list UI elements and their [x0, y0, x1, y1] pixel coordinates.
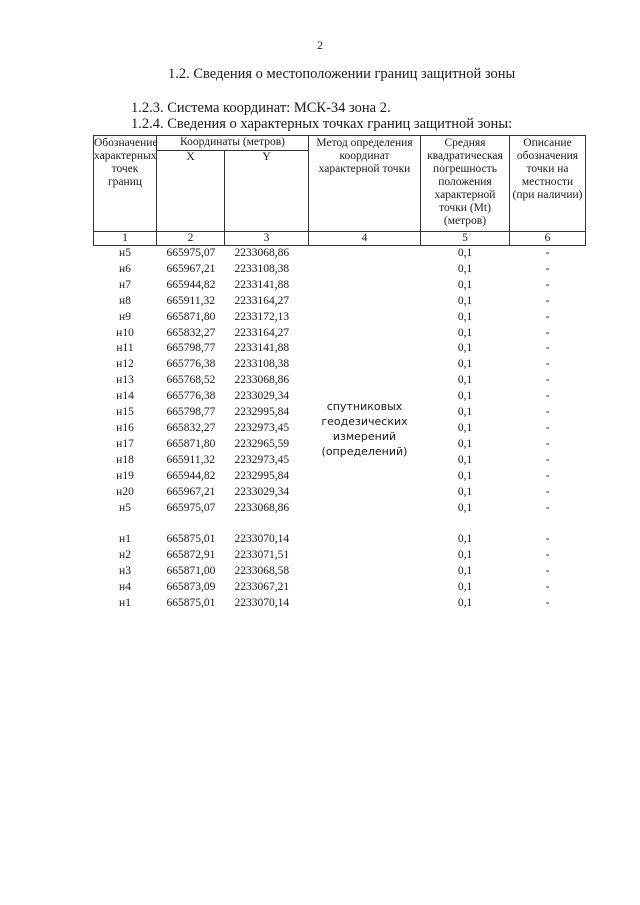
x-coordinate: 665873,09 [166, 581, 216, 594]
point-id: н18 [116, 453, 134, 466]
point-id: н1 [119, 533, 131, 546]
x-coordinate: 665798,77 [166, 342, 216, 355]
point-id: н5 [119, 247, 131, 259]
error-value: 0,1 [457, 533, 473, 546]
error-value: 0,1 [457, 597, 473, 610]
y-coordinate: 2233068,86 [234, 501, 290, 514]
point-id: н4 [119, 581, 131, 594]
point-id: н14 [116, 390, 134, 403]
y-coordinate: 2233068,86 [234, 247, 290, 259]
x-coordinate: 665875,01 [166, 597, 216, 610]
x-coordinate: 665832,27 [166, 326, 216, 339]
point-description: - [545, 326, 550, 339]
point-description: - [545, 501, 550, 514]
point-description: - [545, 597, 550, 610]
point-description: - [545, 453, 550, 466]
point-id: н10 [116, 326, 134, 339]
y-coordinate: 2233070,14 [234, 597, 290, 610]
y-coordinate: 2232965,59 [234, 437, 290, 450]
y-coordinate: 2232973,45 [234, 453, 290, 466]
error-value: 0,1 [457, 342, 473, 355]
point-id: н12 [116, 358, 134, 371]
error-value: 0,1 [457, 326, 473, 339]
point-id: н15 [116, 406, 134, 419]
error-value: 0,1 [457, 406, 473, 419]
column-number: 2 [157, 232, 225, 246]
point-description: - [545, 565, 550, 578]
x-coordinate: 665768,52 [166, 374, 216, 387]
point-id: н1 [119, 597, 131, 610]
point-description: - [545, 581, 550, 594]
point-id: н8 [119, 294, 131, 307]
table-row [94, 246, 586, 262]
column-number: 6 [510, 232, 586, 246]
error-value: 0,1 [457, 294, 473, 307]
y-coordinate: 2233164,27 [234, 326, 290, 339]
coordinate-system-heading: 1.2.3. Система координат: МСК-34 зона 2. [131, 100, 391, 116]
header-coordinates: Координаты (метров) [157, 136, 309, 151]
column-number: 5 [421, 232, 510, 246]
x-coordinate: 665798,77 [166, 406, 216, 419]
point-description: - [545, 390, 550, 403]
error-value: 0,1 [457, 581, 473, 594]
error-value: 0,1 [457, 278, 473, 291]
y-coordinate: 2233067,21 [234, 581, 290, 594]
point-description: - [545, 533, 550, 546]
error-value: 0,1 [457, 262, 473, 275]
x-coordinate: 665776,38 [166, 390, 216, 403]
error-value: 0,1 [457, 565, 473, 578]
point-description: - [545, 358, 550, 371]
header-designation: Обозначение характерных точек границ [94, 136, 157, 232]
y-coordinate: 2232995,84 [234, 469, 290, 482]
characteristic-points-heading: 1.2.4. Сведения о характерных точках границ защитной зоны: [131, 116, 513, 132]
x-coordinate: 665911,32 [166, 453, 215, 466]
error-value: 0,1 [457, 390, 473, 403]
x-coordinate: 665975,07 [166, 247, 216, 259]
error-value: 0,1 [457, 453, 473, 466]
x-coordinate: 665871,80 [166, 437, 216, 450]
x-coordinate: 665832,27 [166, 421, 216, 434]
point-description: - [545, 421, 550, 434]
y-coordinate: 2233141,88 [234, 342, 290, 355]
section-title: 1.2. Сведения о местоположении границ защитной зоны [168, 66, 516, 82]
x-coordinate: 665944,82 [166, 278, 216, 291]
error-value: 0,1 [457, 247, 473, 259]
error-value: 0,1 [457, 358, 473, 371]
x-coordinate: 665975,07 [166, 501, 216, 514]
point-description: - [545, 437, 550, 450]
point-description: - [545, 294, 550, 307]
point-id: н9 [119, 310, 131, 323]
header-x: X [157, 151, 225, 232]
error-value: 0,1 [457, 374, 473, 387]
point-description: - [545, 310, 550, 323]
point-id: н17 [116, 437, 134, 450]
point-id: н2 [119, 549, 131, 562]
error-value: 0,1 [457, 485, 473, 498]
y-coordinate: 2233029,34 [234, 485, 290, 498]
y-coordinate: 2233172,13 [234, 310, 290, 323]
error-value: 0,1 [457, 310, 473, 323]
x-coordinate: 665875,01 [166, 533, 216, 546]
point-description: - [545, 485, 550, 498]
method-text: спутниковых [326, 399, 403, 413]
coordinates-table [93, 135, 586, 612]
point-description: - [545, 469, 550, 482]
point-description: - [545, 549, 550, 562]
point-id: н20 [116, 485, 134, 498]
point-id: н6 [119, 262, 131, 275]
x-coordinate: 665871,80 [166, 310, 216, 323]
error-value: 0,1 [457, 421, 473, 434]
point-description: - [545, 247, 550, 259]
y-coordinate: 2233141,88 [234, 278, 290, 291]
point-id: н11 [116, 342, 134, 355]
column-number: 1 [94, 232, 157, 246]
point-id: н5 [119, 501, 131, 514]
y-coordinate: 2233068,58 [234, 565, 290, 578]
x-coordinate: 665967,21 [166, 262, 216, 275]
point-id: н16 [116, 421, 134, 434]
method-text: геодезических [321, 414, 408, 428]
header-y: Y [225, 151, 309, 232]
column-number: 3 [225, 232, 309, 246]
point-description: - [545, 278, 550, 291]
x-coordinate: 665871,00 [166, 565, 216, 578]
error-value: 0,1 [457, 501, 473, 514]
y-coordinate: 2233108,38 [234, 358, 290, 371]
method-cell [309, 246, 421, 612]
x-coordinate: 665872,91 [166, 549, 216, 562]
y-coordinate: 2233071,51 [234, 549, 290, 562]
y-coordinate: 2233070,14 [234, 533, 290, 546]
x-coordinate: 665776,38 [166, 358, 216, 371]
y-coordinate: 2233108,38 [234, 262, 290, 275]
x-coordinate: 665967,21 [166, 485, 216, 498]
point-description: - [545, 406, 550, 419]
point-id: н7 [119, 278, 131, 291]
y-coordinate: 2232973,45 [234, 421, 290, 434]
error-value: 0,1 [457, 437, 473, 450]
point-description: - [545, 374, 550, 387]
x-coordinate: 665911,32 [166, 294, 215, 307]
error-value: 0,1 [457, 469, 473, 482]
error-value: 0,1 [457, 549, 473, 562]
page-number: 2 [317, 38, 323, 52]
header-description: Описание обозначения точки на местности (при наличии) [510, 136, 586, 232]
point-id: н3 [119, 565, 131, 578]
y-coordinate: 2232995,84 [234, 406, 290, 419]
point-description: - [545, 262, 550, 275]
method-text: (определений) [321, 444, 408, 458]
method-text: измерений [332, 429, 397, 443]
y-coordinate: 2233164,27 [234, 294, 290, 307]
column-number: 4 [309, 232, 421, 246]
y-coordinate: 2233029,34 [234, 390, 290, 403]
point-id: н19 [116, 469, 134, 482]
header-error: Средняя квадратическая погрешность положения характерной точки (Мt) (метров) [421, 136, 510, 232]
x-coordinate: 665944,82 [166, 469, 216, 482]
y-coordinate: 2233068,86 [234, 374, 290, 387]
point-description: - [545, 342, 550, 355]
header-method: Метод определения координат характерной точки [309, 136, 421, 232]
point-id: н13 [116, 374, 134, 387]
